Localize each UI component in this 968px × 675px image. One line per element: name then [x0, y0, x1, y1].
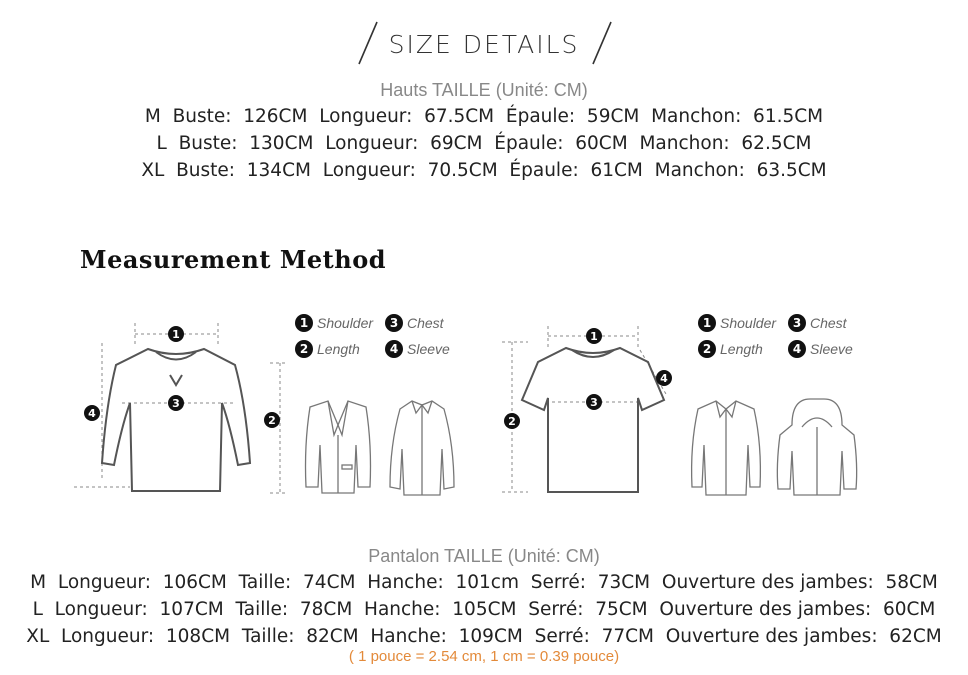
pants-row-m: M Longueur: 106CM Taille: 74CM Hanche: 101cm Serré: 73CM Ouverture des jambes: 58CM	[30, 572, 938, 593]
pants-row-l: L Longueur: 107CM Taille: 78CM Hanche: 105CM Serré: 75CM Ouverture des jambes: 60CM	[32, 599, 936, 620]
svg-text:4: 4	[88, 407, 96, 420]
legend-chest-right: 3 Chest	[788, 314, 847, 332]
svg-text:1: 1	[172, 328, 180, 341]
measurement-method-title: Measurement Method	[80, 245, 386, 274]
tops-heading: Hauts TAILLE (Unité: CM)	[380, 80, 588, 100]
svg-text:1: 1	[590, 330, 598, 343]
tops-row-l: L Buste: 130CM Longueur: 69CM Épaule: 60CM Manchon: 62.5CM	[156, 133, 812, 154]
svg-text:2: 2	[268, 414, 276, 427]
legend-sleeve: 4 Sleeve	[385, 340, 450, 358]
svg-text:3: 3	[590, 396, 598, 409]
tops-row-xl: XL Buste: 134CM Longueur: 70.5CM Épaule: 61CM Manchon: 63.5CM	[141, 160, 827, 181]
svg-text:3: 3	[172, 397, 180, 410]
shirt-hoodie-icons	[680, 395, 870, 500]
pants-heading: Pantalon TAILLE (Unité: CM)	[368, 546, 600, 566]
legend-shoulder-right: 1 Shoulder	[698, 314, 776, 332]
tops-row-m: M Buste: 126CM Longueur: 67.5CM Épaule: 59CM Manchon: 61.5CM	[144, 106, 824, 127]
legend-length: 2 Length	[295, 340, 360, 358]
pants-row-xl: XL Longueur: 108CM Taille: 82CM Hanche: 109CM Serré: 77CM Ouverture des jambes: 62CM	[26, 626, 942, 647]
legend-length-right: 2 Length	[698, 340, 763, 358]
svg-text:2: 2	[508, 415, 516, 428]
conversion-note: ( 1 pouce = 2.54 cm, 1 cm = 0.39 pouce)	[348, 648, 620, 665]
svg-text:4: 4	[660, 372, 668, 385]
tshirt-diagram	[498, 320, 688, 500]
legend-shoulder: 1 Shoulder	[295, 314, 373, 332]
sweater-diagram	[70, 315, 290, 500]
legend-sleeve-right: 4 Sleeve	[788, 340, 853, 358]
legend-chest: 3 Chest	[385, 314, 444, 332]
title-block	[0, 18, 968, 68]
page-title: SIZE DETAILS	[388, 30, 580, 59]
legend-right	[698, 314, 878, 364]
legend-left	[295, 314, 475, 364]
blazer-jacket-icons	[288, 395, 468, 500]
